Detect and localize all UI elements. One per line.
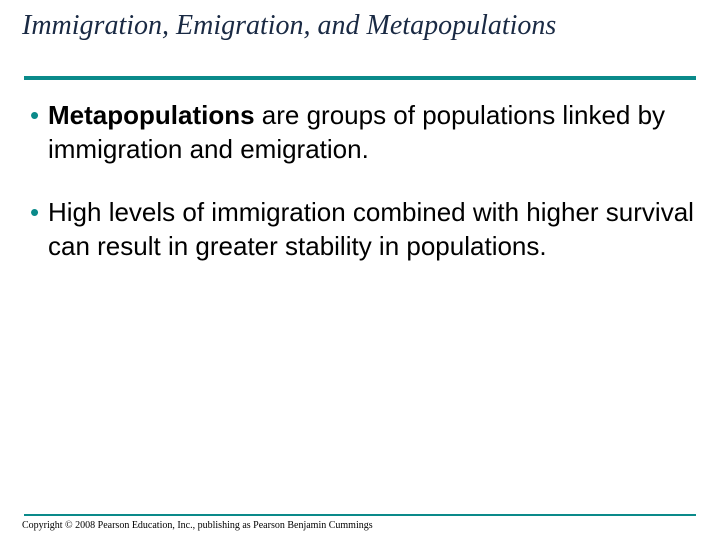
bullet-text <box>48 98 704 166</box>
bullet-icon: • <box>30 197 40 227</box>
bullet-body: are groups of populations linked by immigration and emigration. <box>48 100 666 164</box>
bullet-item <box>24 98 704 166</box>
copyright-notice: Copyright © 2008 Pearson Education, Inc., publishing as Pearson Benjamin Cummings <box>22 520 373 531</box>
title-divider <box>24 76 696 80</box>
slide-title: Immigration, Emigration, and Metapopulations <box>22 10 557 41</box>
bullet-item <box>24 195 704 263</box>
bullet-term: Metapopulations <box>48 100 255 130</box>
bullet-icon: • <box>30 100 40 130</box>
bullet-text <box>48 195 704 263</box>
footer-divider <box>24 514 696 516</box>
bullet-body: High levels of immigration combined with higher survival can result in greater stability in populations. <box>48 197 694 261</box>
